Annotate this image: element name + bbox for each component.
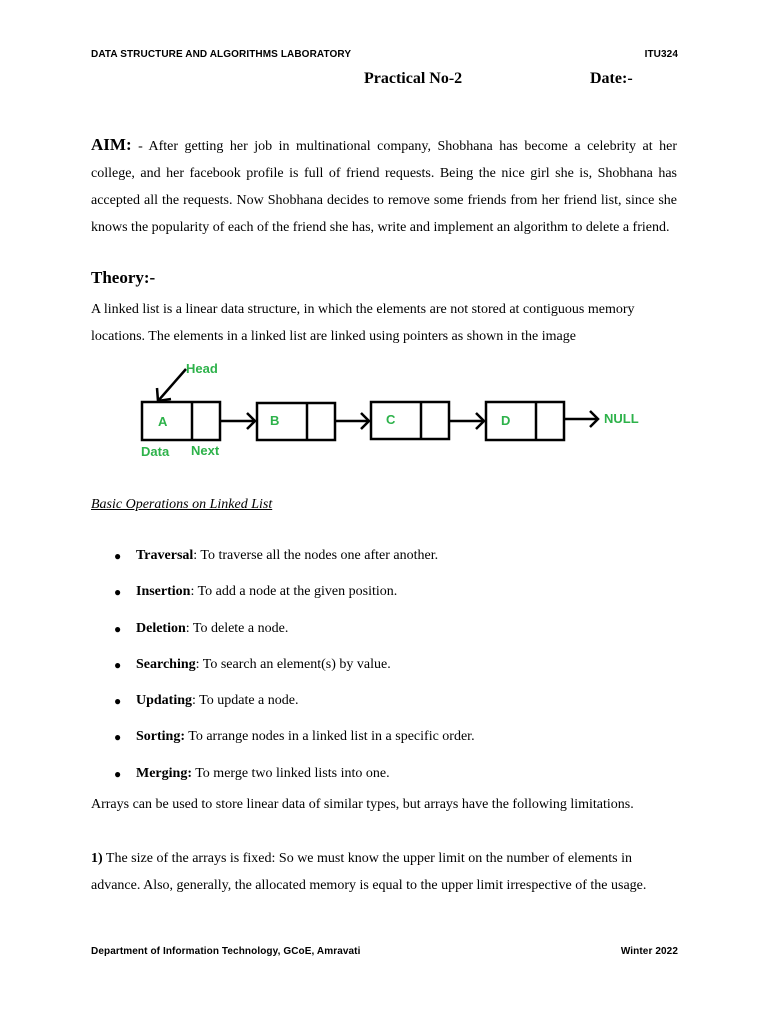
operation-name: Sorting:	[136, 729, 185, 745]
node-label-d: D	[501, 413, 511, 428]
operation-name: Traversal	[136, 548, 194, 563]
list-item	[91, 582, 681, 618]
operation-name: Deletion	[136, 620, 186, 636]
head-pointer	[158, 369, 186, 401]
header-course-title: DATA STRUCTURE AND ALGORITHMS LABORATORY	[91, 49, 352, 60]
operations-list	[91, 546, 681, 800]
operation-name: Searching	[136, 656, 196, 672]
operation-desc: : To add a node at the given position.	[190, 584, 398, 600]
list-item	[91, 619, 681, 655]
footer-term: Winter 2022	[620, 946, 678, 957]
node-box-b	[257, 403, 335, 440]
bullet-icon: ●	[114, 730, 122, 745]
operation-desc: : To search an element(s) by value.	[195, 656, 391, 672]
node-label-c: C	[386, 412, 396, 427]
data-label: Data	[141, 444, 170, 459]
footer-department: Department of Information Technology, GCoE, Amravati	[91, 946, 361, 957]
list-item	[91, 691, 681, 727]
bullet-icon: ●	[114, 657, 122, 672]
practical-title: Practical No-2	[364, 70, 463, 87]
node-box-a	[142, 402, 220, 440]
bullet-icon: ●	[114, 621, 122, 636]
operation-desc: To merge two linked lists into one.	[191, 765, 390, 781]
bullet-icon: ●	[114, 694, 122, 709]
operation-name: Updating	[136, 693, 193, 709]
list-item	[91, 546, 681, 582]
operation-desc: : To update a node.	[192, 693, 299, 709]
theory-intro: A linked list is a linear data structure, in which the elements are not stored at contiguous memory locations. The elements in a linked list are linked using pointers as shown in the image	[91, 302, 635, 344]
arrays-paragraph: Arrays can be used to store linear data of similar types, but arrays have the following limitations.	[91, 797, 634, 812]
node-label-a: A	[158, 414, 168, 429]
date-label: Date:-	[590, 70, 633, 87]
operation-desc: : To traverse all the nodes one after another.	[193, 548, 439, 563]
theory-heading: Theory:-	[91, 268, 156, 287]
header-course-code: ITU324	[644, 49, 678, 60]
operation-name: Insertion	[136, 584, 191, 600]
operation-desc: : To delete a node.	[185, 620, 289, 636]
aim-text: - After getting her job in multinational company, Shobhana has become a celebrity at her college, and her facebook profile is full of friend requests. Being the nice girl she is, Shobhana has accepted all the requests. Now Shobhana decides to remove some friends from her friend list, since she knows the popularity of each of the friend she has, write and implement an algorithm to delete a friend.	[91, 139, 677, 235]
aim-paragraph	[91, 131, 677, 241]
bullet-icon: ●	[114, 766, 122, 781]
null-label: NULL	[604, 411, 639, 426]
node-label-b: B	[270, 413, 280, 428]
operation-name: Merging:	[136, 765, 192, 781]
bullet-icon: ●	[114, 585, 122, 600]
limitation-number: 1)	[91, 851, 103, 866]
linked-list-diagram	[130, 355, 660, 465]
list-item	[91, 655, 681, 691]
node-box-d	[486, 402, 564, 440]
limitation-text: The size of the arrays is fixed: So we must know the upper limit on the number of elements in advance. Also, generally, the allocated memory is equal to the upper limit irrespective of the usage.	[91, 851, 647, 893]
operation-desc: To arrange nodes in a linked list in a specific order.	[185, 729, 475, 745]
node-box-c	[371, 402, 449, 439]
bullet-icon: ●	[114, 549, 122, 563]
limitation-paragraph	[91, 845, 677, 899]
aim-label: AIM:	[91, 135, 132, 154]
list-item	[91, 727, 681, 763]
head-label: Head	[186, 361, 218, 376]
next-label: Next	[191, 443, 220, 458]
operations-heading: Basic Operations on Linked List	[91, 497, 273, 512]
